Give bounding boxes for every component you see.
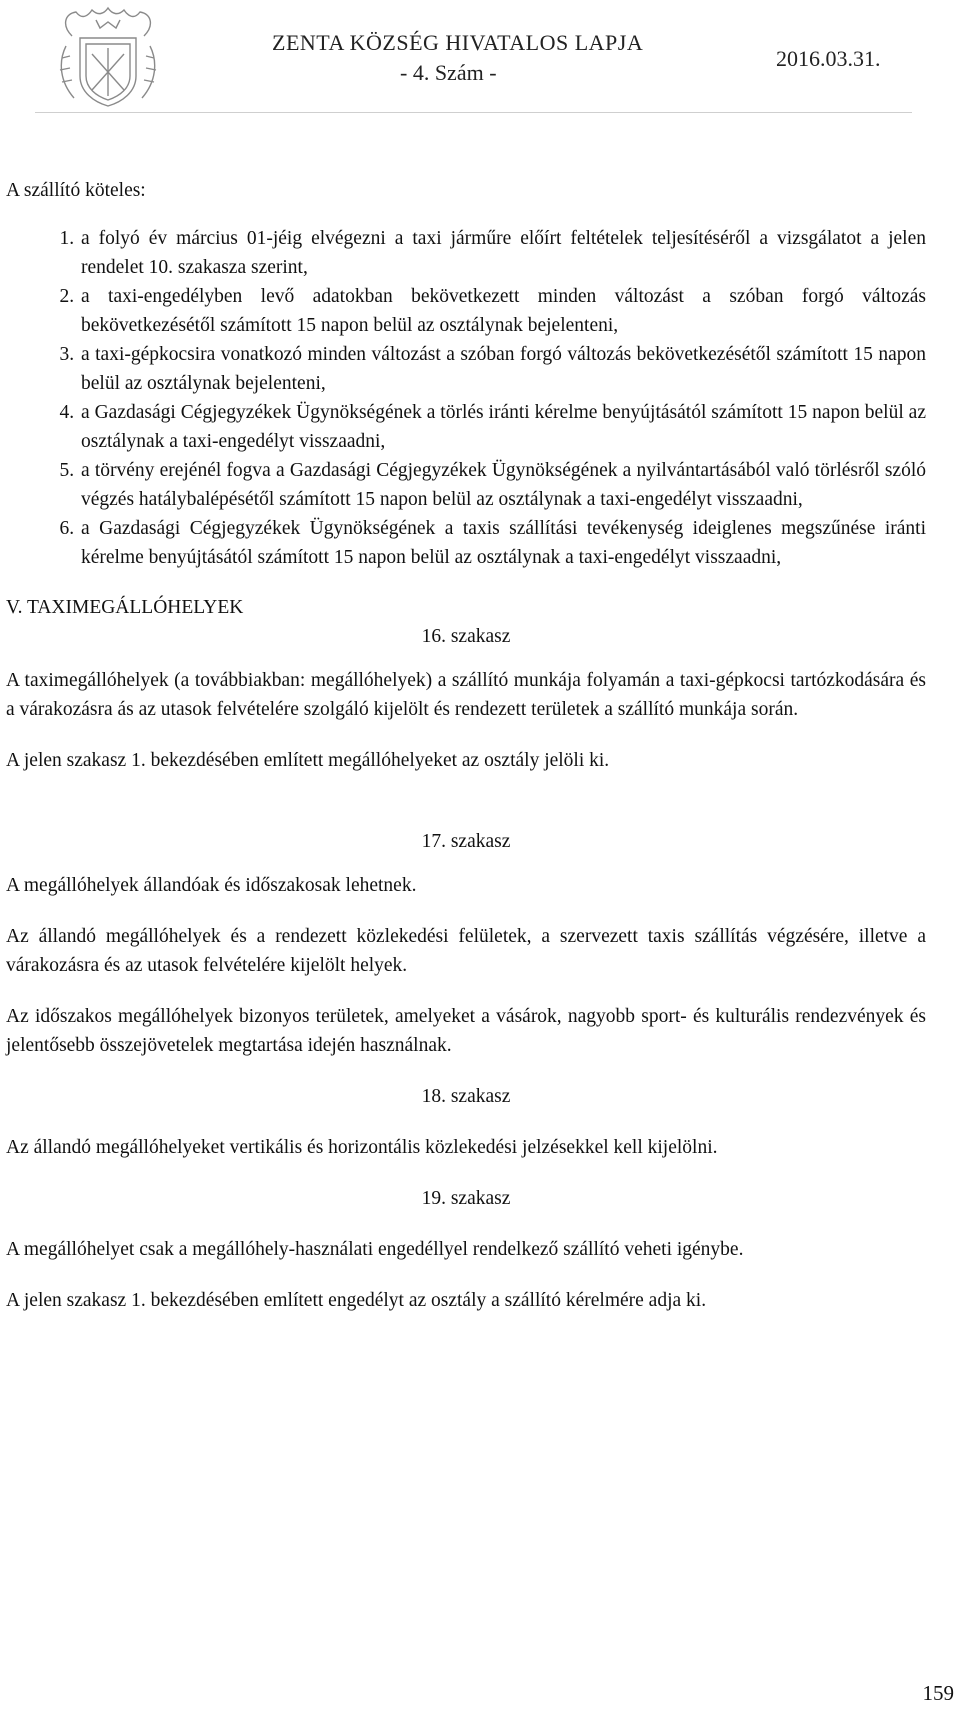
section-title-18: 18. szakasz xyxy=(421,1086,511,1107)
section-title-17: 17. szakasz xyxy=(421,831,511,852)
list-item: 3. a taxi-gépkocsira vonatkozó minden változást a szóban forgó változás bekövetkezésétől számított 15 napon belül az osztálynak bejelenteni, xyxy=(79,340,926,398)
obligations-intro: A szállító köteles: xyxy=(6,180,146,201)
issue-date: 2016.03.31. xyxy=(776,46,881,71)
section-19-paragraph-2: A jelen szakasz 1. bekezdésében említett engedélyt az osztály a szállító kérelmére adja ki. xyxy=(6,1290,707,1311)
issue-number: - 4. Szám - xyxy=(400,60,497,85)
section-title-16: 16. szakasz xyxy=(421,626,511,647)
section-19-paragraph-1: A megállóhelyet csak a megállóhely-használati engedéllyel rendelkező szállító veheti igénybe. xyxy=(6,1239,744,1260)
section-18-paragraph-1: Az állandó megállóhelyeket vertikális és horizontális közlekedési jelzésekkel kell kijelölni. xyxy=(6,1137,718,1158)
list-item: 2. a taxi-engedélyben levő adatokban bekövetkezett minden változást a szóban forgó változás bekövetkezésétől számított 15 napon belül az osztálynak bejelenteni, xyxy=(79,282,926,340)
header-divider xyxy=(35,112,912,113)
publication-title: ZENTA KÖZSÉG HIVATALOS LAPJA xyxy=(272,30,644,55)
section-title-19: 19. szakasz xyxy=(421,1188,511,1209)
page-number: 159 xyxy=(922,1681,954,1705)
section-17-paragraph-2: Az állandó megállóhelyek és a rendezett közlekedési felületek, a szervezett taxis szállítás végzésére, illetve a várakozásra és az utasok felvételére kijelölt helyek. xyxy=(6,926,926,976)
section-17-paragraph-3: Az időszakos megállóhelyek bizonyos területek, amelyeket a vásárok, nagyobb sport- és kulturális rendezvények és jelentősebb összejövetelek megtartása idején használnak. xyxy=(6,1006,926,1056)
document-body xyxy=(6,176,926,1315)
chapter-heading: V. TAXIMEGÁLLÓHELYEK xyxy=(6,597,244,618)
section-17-paragraph-1: A megállóhelyek állandóak és időszakosak lehetnek. xyxy=(6,875,417,896)
section-16-paragraph-1: A taximegállóhelyek (a továbbiakban: megállóhelyek) a szállító munkája folyamán a taxi-gépkocsi tartózkodására és a várakozásra ás az utasok felvételére szolgáló kijelölt és rendezett területek a szállító munkája során. xyxy=(6,670,926,720)
obligations-list xyxy=(6,224,926,572)
list-item: 1. a folyó év március 01-jéig elvégezni a taxi járműre előírt feltételek teljesítéséről a vizsgálatot a jelen rendelet 10. szakasza szerint, xyxy=(79,224,926,282)
coat-of-arms-icon xyxy=(52,6,164,110)
section-16-paragraph-2: A jelen szakasz 1. bekezdésében említett megállóhelyeket az osztály jelöli ki. xyxy=(6,750,610,771)
list-item: 6. a Gazdasági Cégjegyzékek Ügynökségének a taxis szállítási tevékenység ideiglenes megszűnése iránti kérelme benyújtásától számított 15 napon belül az osztálynak a taxi-engedélyt visszaadni, xyxy=(79,514,926,572)
list-item: 4. a Gazdasági Cégjegyzékek Ügynökségének a törlés iránti kérelme benyújtásától számított 15 napon belül az osztálynak a taxi-engedélyt visszaadni, xyxy=(79,398,926,456)
page-header xyxy=(0,0,960,118)
list-item: 5. a törvény erejénél fogva a Gazdasági Cégjegyzékek Ügynökségének a nyilvántartásából való törlésről szóló végzés hatálybalépésétől számított 15 napon belül az osztálynak a taxi-engedélyt visszaadni, xyxy=(79,456,926,514)
